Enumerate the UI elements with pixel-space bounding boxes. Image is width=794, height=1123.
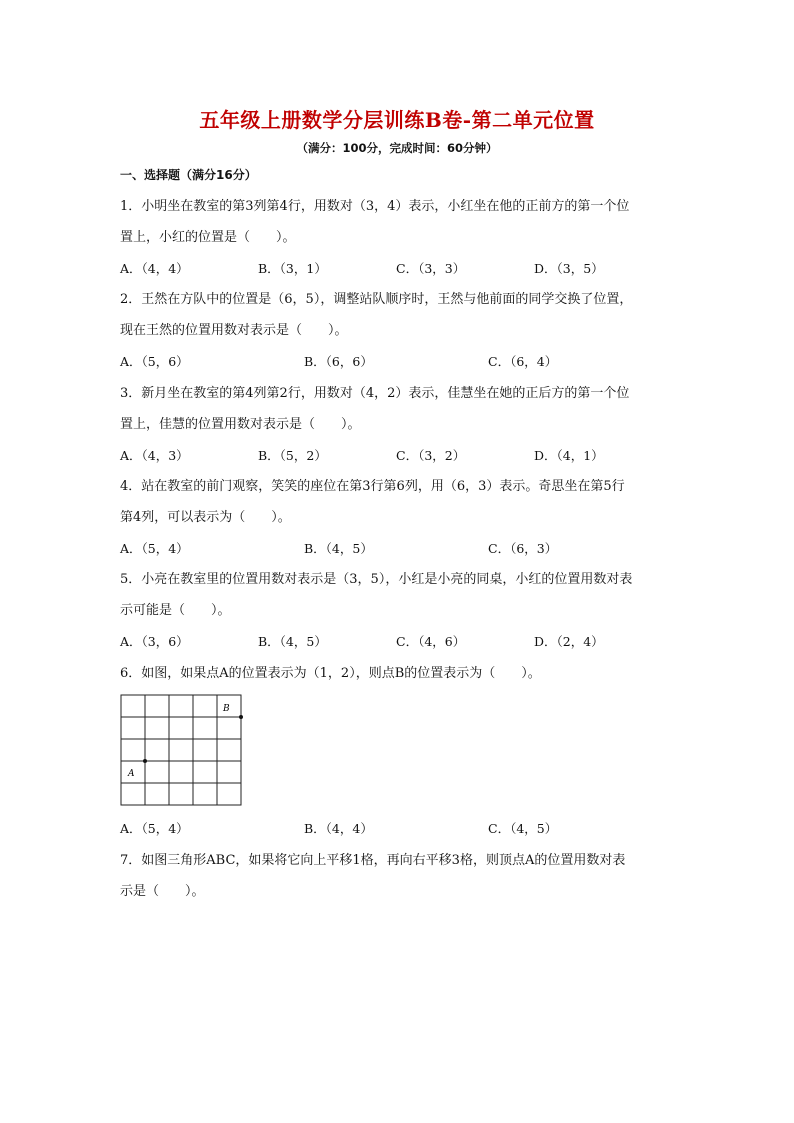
page-title: 五年级上册数学分层训练B卷-第二单元位置 — [199, 108, 595, 132]
question-1 — [120, 191, 680, 253]
question-line: 置上，佳慧的位置用数对表示是（ ）。 — [120, 417, 361, 432]
question-line: 4．站在教室的前门观察，笑笑的座位在第3行第6列，用（6，3）表示。奇思坐在第5行 — [120, 479, 625, 494]
question-6 — [120, 658, 680, 689]
option-b[interactable]: B．（6，6） — [304, 354, 373, 369]
option-b[interactable]: B．（4，5） — [258, 634, 327, 649]
point-a-label: A — [128, 769, 135, 779]
question-6-options — [120, 819, 680, 839]
coordinate-grid-figure — [120, 694, 244, 808]
question-3 — [120, 378, 680, 440]
question-5 — [120, 564, 680, 626]
question-7 — [120, 845, 680, 907]
question-5-options — [120, 632, 680, 652]
option-a[interactable]: A．（4，3） — [120, 448, 189, 463]
question-4-options — [120, 539, 680, 559]
question-line: 5．小亮在教室里的位置用数对表示是（3，5），小红是小亮的同桌，小红的位置用数对表 — [120, 572, 633, 587]
question-line: 6．如图，如果点A的位置表示为（1，2），则点B的位置表示为（ ）。 — [120, 666, 541, 681]
option-d[interactable]: D．（2，4） — [534, 634, 604, 649]
option-a[interactable]: A．（4，4） — [120, 261, 189, 276]
point-b-label: B — [223, 704, 230, 714]
option-c[interactable]: C．（3，3） — [396, 261, 466, 276]
question-line: 示是（ ）。 — [120, 884, 205, 899]
point-a — [143, 759, 147, 763]
option-b[interactable]: B．（3，1） — [258, 261, 327, 276]
question-line: 7．如图三角形ABC，如果将它向上平移1格，再向右平移3格，则顶点A的位置用数对表 — [120, 853, 626, 868]
option-b[interactable]: B．（5，2） — [258, 448, 327, 463]
question-line: 3．新月坐在教室的第4列第2行，用数对（4，2）表示，佳慧坐在她的正后方的第一个位 — [120, 386, 630, 401]
option-c[interactable]: C．（4，6） — [396, 634, 466, 649]
question-line: 示可能是（ ）。 — [120, 603, 231, 618]
point-b — [239, 715, 243, 719]
question-line: 第4列，可以表示为（ ）。 — [120, 510, 291, 525]
question-1-options — [120, 259, 680, 279]
option-d[interactable]: D．（4，1） — [534, 448, 604, 463]
option-b[interactable]: B．（4，5） — [304, 541, 373, 556]
option-d[interactable]: D．（3，5） — [534, 261, 604, 276]
option-c[interactable]: C．（6，3） — [488, 541, 558, 556]
section-heading: 一、选择题（满分16分） — [120, 168, 257, 182]
question-line: 1．小明坐在教室的第3列第4行，用数对（3，4）表示，小红坐在他的正前方的第一个位 — [120, 199, 630, 214]
question-3-options — [120, 446, 680, 466]
question-line: 置上，小红的位置是（ ）。 — [120, 230, 296, 245]
option-c[interactable]: C．（6，4） — [488, 354, 558, 369]
question-2-options — [120, 352, 680, 372]
option-b[interactable]: B．（4，4） — [304, 821, 373, 836]
option-a[interactable]: A．（5，6） — [120, 354, 189, 369]
question-line: 2．王然在方队中的位置是（6，5），调整站队顺序时，王然与他前面的同学交换了位置， — [120, 292, 633, 307]
page-subtitle: （满分：100分，完成时间：60分钟） — [296, 141, 498, 155]
option-c[interactable]: C．（3，2） — [396, 448, 466, 463]
option-c[interactable]: C．（4，5） — [488, 821, 558, 836]
question-line: 现在王然的位置用数对表示是（ ）。 — [120, 323, 348, 338]
option-a[interactable]: A．（5，4） — [120, 541, 189, 556]
question-2 — [120, 284, 680, 346]
question-4 — [120, 471, 680, 533]
option-a[interactable]: A．（5，4） — [120, 821, 189, 836]
option-a[interactable]: A．（3，6） — [120, 634, 189, 649]
